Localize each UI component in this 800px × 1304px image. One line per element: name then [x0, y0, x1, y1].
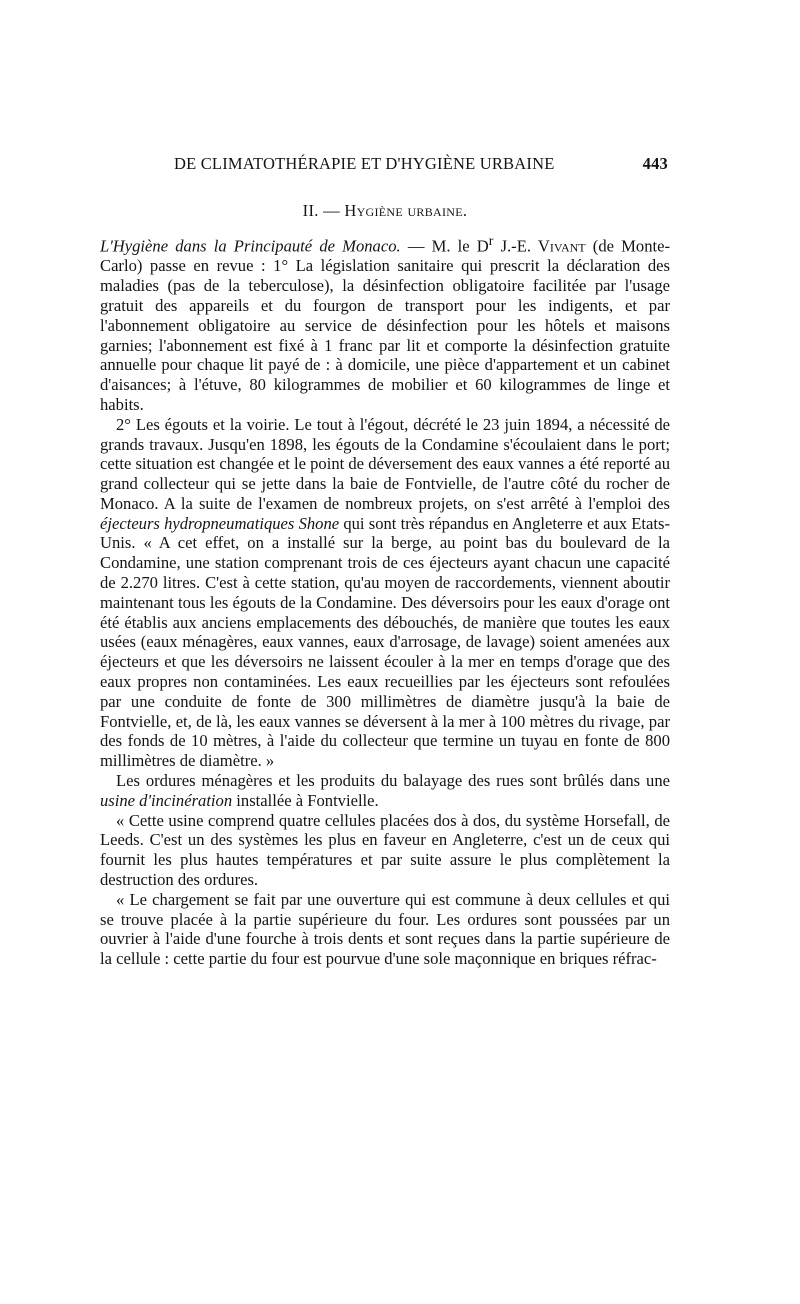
- article-title: L'Hygiène dans la Principauté de Monaco.: [100, 236, 401, 256]
- paragraph-incinerator: [100, 811, 670, 890]
- body-text: [100, 231, 670, 969]
- section-title: Hygiène urbaine.: [344, 201, 468, 220]
- section-number: II. —: [302, 201, 340, 220]
- running-head: [100, 150, 670, 176]
- italic-term: éjecteurs hydropneumatiques Shone: [100, 513, 340, 533]
- author-name: J.-E. Vivant: [500, 236, 586, 256]
- book-page: [100, 150, 670, 969]
- paragraph-loading: [100, 890, 670, 969]
- paragraph-text: Les ordures ménagères et les produits du balayage des rues sont brûlés dans une: [116, 771, 670, 791]
- author-prefix: — M. le D: [400, 236, 489, 256]
- paragraph-text: qui sont très répandus en Angleterre et aux Etats-Unis. « A cet effet, on a installé sur la berge, au point bas du boulevard de la Condamine, une station comprenant trois de ces éjecteurs ayant chacun une capacité de 2.270 litres. C'est à cette station, qu'au moyen de raccordements, viennent aboutir maintenant tous les égouts de la Condamine. Des déversoirs pour les eaux d'orage ont été établis aux anciens emplacements des débouchés, de manière que toutes les eaux usées (eaux ménagères, eaux vannes, eaux d'arrosage, de lavage) soient amenées aux éjecteurs et que les déversoirs ne laissent écouler à la mer en temps d'orage que des eaux propres non contaminées. Les eaux recueillies par les éjecteurs sont refoulées par une conduite de fonte de 300 millimètres de diamètre jusqu'à la baie de Fontvielle, et, de là, les eaux vannes se déversent à la mer à 100 mètres du rivage, par des fonds de 10 mètres, à l'aide du collecteur que termine un tuyau en fonte de 800 millimètres de diamètre. »: [100, 513, 670, 771]
- page-number: 443: [642, 154, 668, 173]
- paragraph-sewers: [100, 415, 670, 771]
- paragraph-text: 2° Les égouts et la voirie. Le tout à l'égout, décrété le 23 juin 1894, a nécessité de grands travaux. Jusqu'en 1898, les égouts de la Condamine s'écoulaient dans le port; cette situation est changée et le point de déversement des eaux vannes a été reporté au grand collecteur qui se jette dans la baie de Fontvielle, de l'autre côté du rocher de Monaco. A la suite de l'examen de nombreux projets, on s'est arrêté à l'emploi des: [100, 414, 670, 513]
- italic-term: usine d'incinération: [100, 790, 233, 810]
- doctor-superscript: r: [488, 233, 494, 248]
- paragraph-text: « Le chargement se fait par une ouverture qui est commune à deux cellules et qui se trouve placée à la partie supérieure du four. Les ordures sont poussées par un ouvrier à l'aide d'une fourche à trois dents et sont reçues dans la partie supérieure de la cellule : cette partie du four est pourvue d'une sole maçonnique en briques réfrac-: [100, 889, 670, 969]
- running-title: DE CLIMATOTHÉRAPIE ET D'HYGIÈNE URBAINE: [174, 154, 555, 173]
- paragraph-text: « Cette usine comprend quatre cellules placées dos à dos, du système Horsefall, de Leeds. C'est un des systèmes les plus en faveur en Angleterre, c'est un de ceux qui fournit les plus hautes températures et par suite assure le plus complètement la destruction des ordures.: [100, 810, 670, 890]
- paragraph-text: (de Monte-Carlo) passe en revue : 1° La législation sanitaire qui prescrit la déclaration des maladies (pas de la teberculose), la désinfection obligatoire facilitée par l'usage gratuit des appareils et du fourgon de transport pour les indigents, et par l'abonnement obligatoire au service de désinfection pour les hôtels et maisons garnies; l'abonnement est fixé à 1 franc par lit et comporte la désinfection gratuite annuelle pour chaque lit payé de : à domicile, une pièce d'appartement et un cabinet d'aisances; à l'étuve, 80 kilogrammes de mobilier et 60 kilogrammes de linge et habits.: [100, 236, 670, 414]
- section-heading: [100, 201, 670, 221]
- paragraph-monaco-intro: [100, 231, 670, 415]
- paragraph-text: installée à Fontvielle.: [232, 790, 379, 810]
- paragraph-refuse: [100, 771, 670, 811]
